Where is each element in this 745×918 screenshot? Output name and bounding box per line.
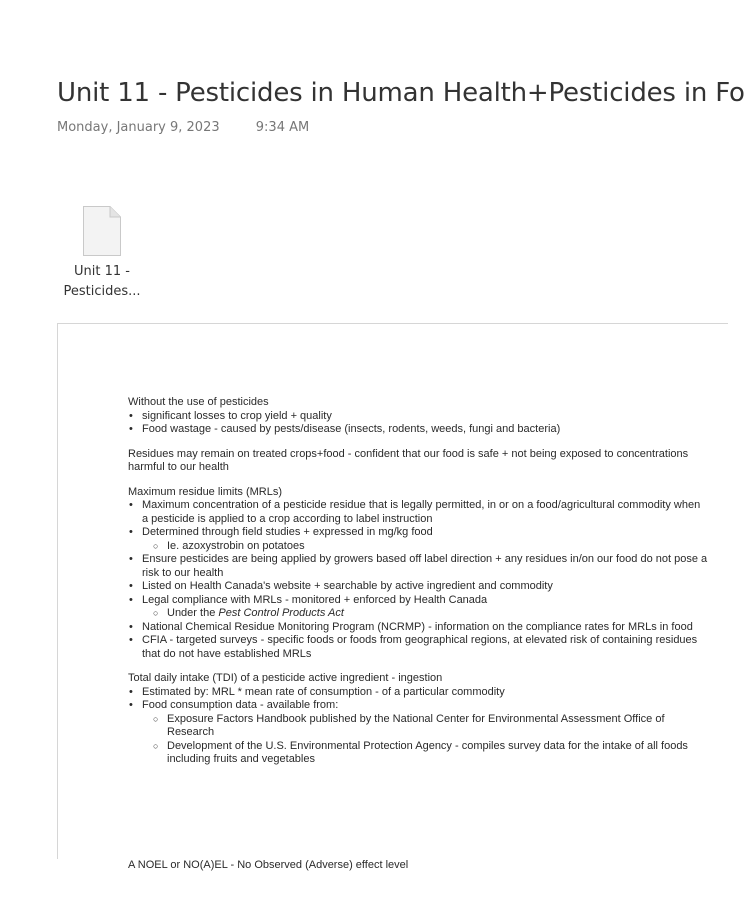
tdi-list bbox=[128, 686, 708, 767]
list-item: • significant losses to crop yield + quality bbox=[128, 410, 708, 424]
list-item: • Legal compliance with MRLs - monitored + enforced by Health Canada bbox=[128, 594, 708, 608]
list-item: • Listed on Health Canada's website + searchable by active ingredient and commodity bbox=[128, 580, 708, 594]
pesticide-use-list bbox=[128, 410, 708, 437]
cut-off-line bbox=[128, 852, 528, 871]
sub-list-item-prefix: Under the bbox=[167, 607, 219, 619]
file-icon bbox=[82, 205, 122, 257]
mrls-list bbox=[128, 499, 708, 661]
list-item: • Food consumption data - available from: bbox=[128, 699, 708, 713]
list-item: • Maximum concentration of a pesticide residue that is legally permitted, in or on a food/agricultural commodity when a pesticide is applied to a crop according to label instruction bbox=[128, 499, 708, 526]
sub-list-item: ○ Exposure Factors Handbook published by the National Center for Environmental Assessment Office of Research bbox=[128, 713, 708, 740]
sub-list-item: ○ Ie. azoxystrobin on potatoes bbox=[128, 540, 708, 554]
file-attachment[interactable] bbox=[57, 205, 147, 302]
page-title[interactable]: Unit 11 - Pesticides in Human Health+Pesticides in Fo bbox=[57, 78, 745, 108]
section-heading-pesticide-use: Without the use of pesticides bbox=[128, 396, 269, 408]
note-time: 9:34 AM bbox=[255, 120, 310, 135]
list-item: • Food wastage - caused by pests/disease (insects, rodents, weeds, fungi and bacteria) bbox=[128, 423, 708, 437]
list-item: • Ensure pesticides are being applied by growers based off label direction + any residues in/on our food do not pose a risk to our health bbox=[128, 553, 708, 580]
sub-list-item: ○ Development of the U.S. Environmental Protection Agency - compiles survey data for the intake of all foods including fruits and vegetables bbox=[128, 740, 708, 767]
section-heading-tdi: Total daily intake (TDI) of a pesticide active ingredient - ingestion bbox=[128, 672, 443, 684]
note-timestamp bbox=[57, 120, 309, 135]
list-item: • CFIA - targeted surveys - specific foods or foods from geographical regions, at elevated risk of containing residues that do not have established MRLs bbox=[128, 634, 708, 661]
residues-paragraph: Residues may remain on treated crops+food - confident that our food is safe + not being exposed to concentrations harmful to our health bbox=[128, 447, 689, 473]
list-item: • Estimated by: MRL * mean rate of consumption - of a particular commodity bbox=[128, 686, 708, 700]
sub-list-item bbox=[128, 607, 708, 621]
list-item: • Determined through field studies + expressed in mg/kg food bbox=[128, 526, 708, 540]
section-heading-mrls: Maximum residue limits (MRLs) bbox=[128, 485, 283, 498]
cut-off-text: A NOEL or NO(A)EL - No Observed (Adverse) effect level bbox=[128, 859, 409, 871]
printout-page bbox=[128, 396, 708, 767]
attachment-name-line2: Pesticides... bbox=[63, 284, 141, 299]
attachment-name-line1: Unit 11 - bbox=[74, 264, 130, 279]
note-date: Monday, January 9, 2023 bbox=[57, 120, 220, 135]
pdf-printout bbox=[57, 323, 728, 871]
list-item: • National Chemical Residue Monitoring Program (NCRMP) - information on the compliance rates for MRLs in food bbox=[128, 621, 708, 635]
act-name: Pest Control Products Act bbox=[218, 607, 344, 619]
